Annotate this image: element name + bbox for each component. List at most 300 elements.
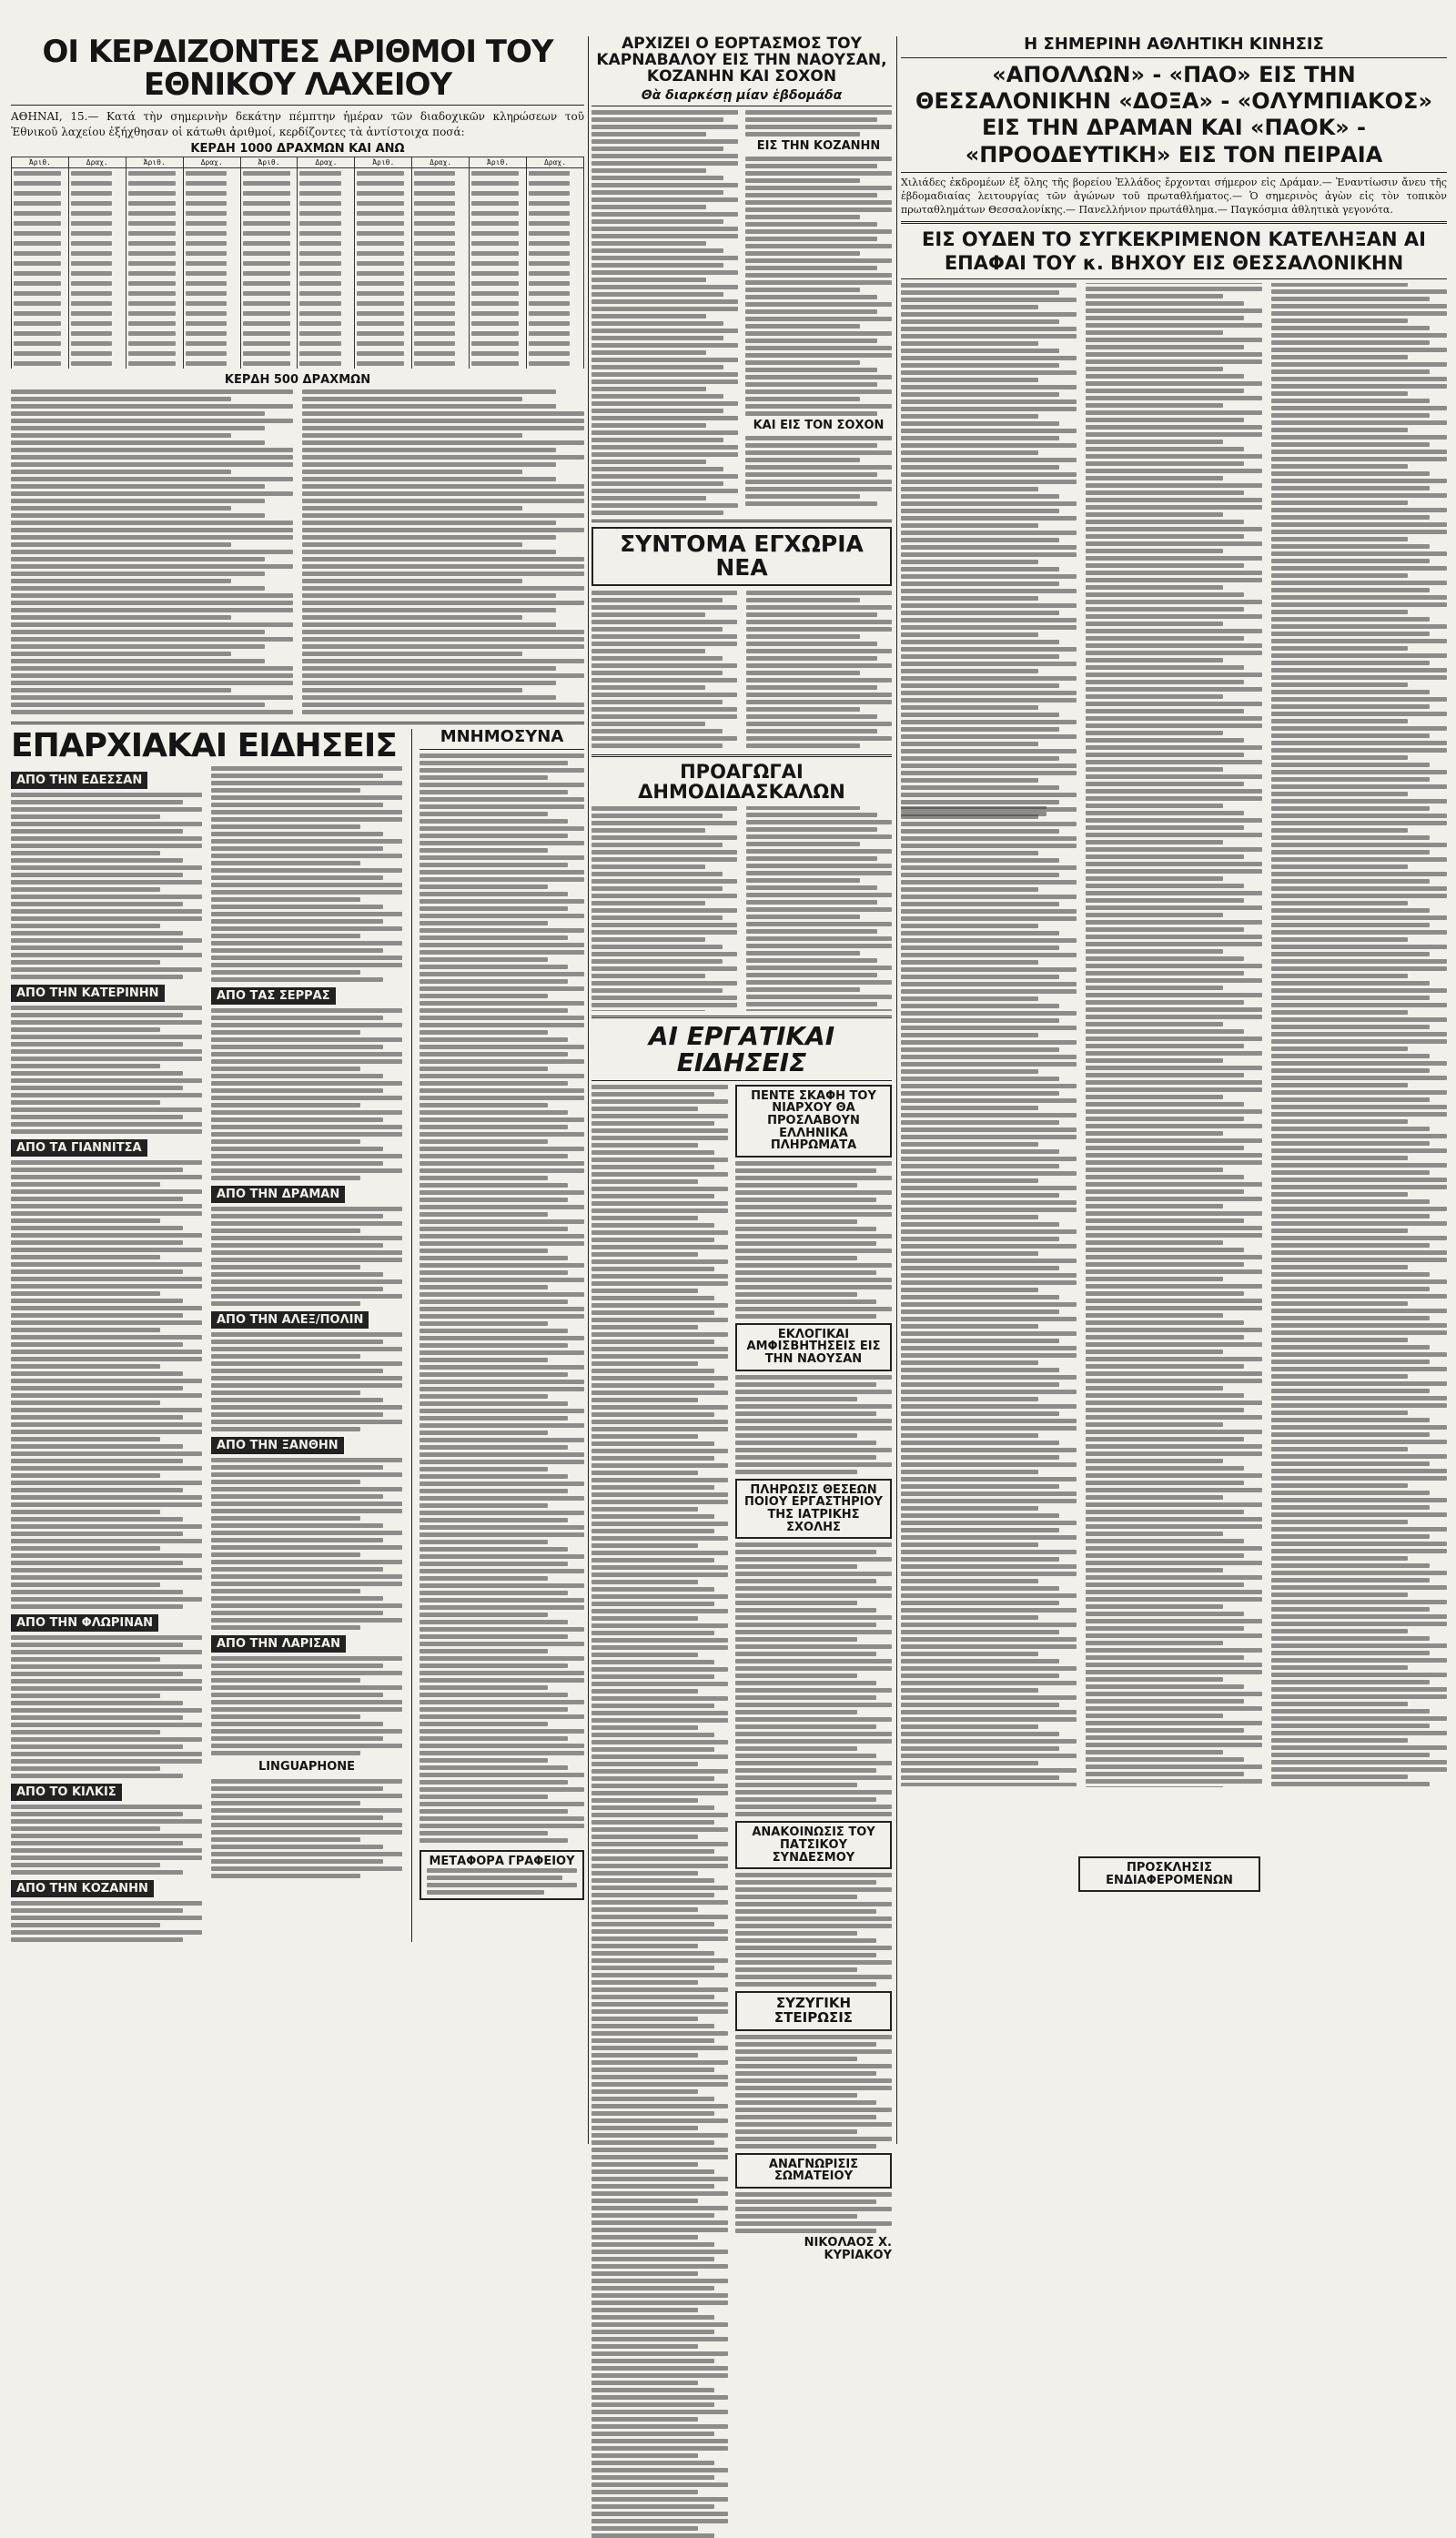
text-line	[14, 201, 61, 206]
text-line	[592, 1711, 728, 1715]
text-line	[1086, 1422, 1223, 1427]
text-line	[211, 1458, 402, 1462]
text-line	[71, 171, 112, 176]
text-line	[592, 416, 738, 420]
text-line	[901, 1317, 1077, 1321]
text-line	[1086, 1597, 1261, 1602]
text-line	[11, 1093, 202, 1097]
text-line	[735, 1739, 892, 1744]
text-line	[128, 171, 176, 176]
text-line	[302, 557, 584, 561]
text-line	[1271, 340, 1430, 345]
text-line	[302, 499, 584, 503]
text-line	[14, 241, 61, 246]
table-cell	[412, 248, 470, 258]
text-line	[592, 2097, 714, 2101]
text-line	[901, 589, 1077, 593]
text-line	[901, 1106, 1038, 1110]
text-line	[420, 1576, 548, 1581]
text-line	[420, 1350, 584, 1355]
table-row	[12, 268, 584, 278]
text-line	[414, 211, 455, 216]
text-line	[592, 2264, 728, 2269]
text-line	[420, 965, 568, 969]
text-line	[1086, 1036, 1261, 1041]
text-line	[211, 1751, 360, 1755]
text-line	[592, 821, 737, 825]
table-cell	[470, 208, 527, 218]
text-line	[1271, 894, 1447, 898]
text-line	[1086, 825, 1244, 830]
text-line	[1271, 319, 1409, 323]
table-cell	[240, 188, 298, 198]
text-line	[1271, 348, 1447, 352]
text-line	[592, 1740, 728, 1744]
text-line	[420, 1052, 568, 1057]
text-line	[420, 892, 568, 896]
text-line	[471, 301, 519, 306]
text-line	[420, 1278, 584, 1282]
text-line	[592, 1653, 698, 1657]
text-line	[745, 273, 892, 278]
text-line	[745, 397, 860, 401]
text-line	[11, 1657, 160, 1662]
text-line	[901, 1695, 1077, 1700]
text-line	[420, 1685, 548, 1690]
table-cell	[527, 359, 584, 369]
text-line	[901, 960, 1038, 965]
text-line	[11, 1481, 202, 1485]
text-line	[1086, 1342, 1261, 1347]
text-line	[901, 465, 1059, 470]
text-line	[901, 829, 1059, 834]
text-line	[1086, 1481, 1244, 1485]
table-header: Ἀριθ.	[240, 157, 298, 168]
text-line	[1086, 1677, 1223, 1682]
text-line	[1271, 1585, 1447, 1590]
text-line	[211, 1059, 402, 1064]
text-line	[735, 1975, 892, 1979]
text-line	[592, 2104, 728, 2108]
text-line	[1271, 442, 1430, 447]
text-line	[1086, 381, 1261, 386]
text-line	[746, 714, 877, 719]
text-line	[745, 501, 877, 506]
text-line	[211, 1700, 402, 1704]
text-line	[1271, 1105, 1447, 1109]
text-line	[746, 656, 877, 661]
text-line	[735, 1448, 892, 1452]
text-line	[11, 931, 183, 935]
text-line	[420, 1037, 568, 1042]
text-line	[901, 1309, 1059, 1314]
text-line	[745, 309, 877, 314]
short-news-headline: ΣΥΝΤΟΜΑ ΕΓΧΩΡΙΑ ΝΕΑ	[592, 527, 892, 586]
text-line	[11, 1379, 202, 1383]
text-line	[11, 1848, 202, 1853]
table-cell	[68, 339, 126, 349]
text-line	[901, 749, 1077, 753]
sports-notice-headline: ΠΡΟΣΚΛΗΣΙΣ ΕΝΔΙΑΦΕΡΟΜΕΝΩΝ	[1078, 1856, 1260, 1892]
text-line	[592, 2286, 714, 2290]
text-line	[901, 1608, 1077, 1613]
text-line	[1271, 1316, 1430, 1320]
text-line	[1271, 1578, 1430, 1582]
text-line	[901, 1098, 1077, 1103]
text-line	[1271, 675, 1447, 680]
text-line	[243, 341, 290, 346]
text-line	[302, 411, 584, 416]
text-line	[1086, 1655, 1244, 1660]
text-line	[1086, 796, 1261, 801]
section-subhead: ΑΠΟ ΤΑ ΓΙΑΝΝΙΤΣΑ	[11, 1139, 147, 1157]
text-line	[901, 1149, 1059, 1154]
text-line	[592, 1754, 728, 1759]
text-line	[11, 1328, 160, 1332]
text-line	[592, 2082, 728, 2087]
labor-box-union: ΑΝΑΚΟΙΝΩΣΙΣ ΤΟΥ ΠΑΤΣΙΚΟΥ ΣΥΝΔΕΣΜΟΥ	[735, 1821, 892, 1869]
text-line	[901, 916, 1077, 921]
text-line	[211, 1736, 383, 1741]
text-line	[71, 221, 112, 226]
table-header: Δραχ.	[298, 157, 355, 168]
text-line	[414, 321, 455, 326]
text-line	[1086, 505, 1261, 510]
text-line	[420, 1358, 548, 1362]
text-line	[745, 324, 860, 329]
text-line	[1271, 384, 1447, 389]
text-line	[746, 693, 892, 697]
text-line	[1271, 311, 1447, 316]
table-cell	[68, 188, 126, 198]
text-line	[901, 370, 1077, 375]
table-header: Ἀριθ.	[12, 157, 69, 168]
table-cell	[527, 329, 584, 339]
text-line	[1271, 814, 1447, 818]
text-line	[471, 221, 519, 226]
text-line	[592, 387, 706, 391]
text-line	[1086, 1204, 1223, 1208]
text-line	[11, 535, 293, 540]
text-line	[592, 1383, 714, 1388]
text-line	[592, 2271, 698, 2276]
text-line	[1271, 602, 1447, 607]
text-line	[211, 1794, 402, 1798]
table-cell	[412, 308, 470, 319]
text-line	[1271, 413, 1430, 418]
text-line	[1086, 578, 1261, 582]
text-line	[1086, 1648, 1261, 1653]
text-line	[1271, 471, 1430, 476]
text-line	[592, 2199, 698, 2203]
table-cell	[12, 319, 69, 329]
text-line	[1271, 399, 1430, 403]
text-line	[901, 880, 1077, 885]
text-line	[71, 251, 112, 256]
text-line	[11, 1459, 183, 1463]
text-line	[1086, 709, 1244, 713]
text-line	[901, 1499, 1077, 1503]
text-line	[592, 1376, 728, 1380]
text-line	[735, 1299, 876, 1304]
text-line	[1086, 745, 1261, 750]
text-line	[592, 2512, 728, 2516]
text-line	[592, 1529, 714, 1533]
text-line	[471, 261, 519, 266]
text-line	[11, 1350, 202, 1354]
text-line	[735, 2137, 892, 2141]
text-line	[1271, 1374, 1409, 1379]
text-line	[211, 1067, 360, 1071]
text-line	[735, 1916, 892, 1921]
text-line	[71, 181, 112, 186]
labor-box-medical: ΠΛΗΡΩΣΙΣ ΘΕΣΕΩΝ ΠΟΙΟΥ ΕΡΓΑΣΤΗΡΙΟΥ ΤΗΣ ΙΑΤΡΙΚΗΣ ΣΧΟΛΗΣ	[735, 1479, 892, 1540]
text-line	[211, 1168, 402, 1173]
text-line	[901, 800, 1059, 804]
text-line	[128, 271, 176, 276]
text-line	[735, 1873, 892, 1877]
text-line	[11, 1805, 202, 1809]
text-line	[746, 871, 892, 875]
text-line	[901, 1630, 1059, 1634]
text-line	[901, 1644, 1077, 1649]
text-line	[592, 2228, 728, 2232]
text-line	[211, 824, 360, 829]
text-line	[735, 1550, 876, 1554]
text-line	[420, 1314, 584, 1319]
text-line	[211, 1154, 402, 1158]
text-line	[302, 426, 584, 430]
text-line	[211, 1369, 383, 1373]
text-line	[592, 1638, 728, 1643]
text-line	[1271, 1054, 1430, 1058]
text-line	[1271, 763, 1430, 767]
table-cell	[12, 278, 69, 288]
text-line	[1271, 1279, 1447, 1284]
text-line	[243, 331, 290, 336]
text-line	[1086, 876, 1223, 881]
text-line	[745, 200, 892, 205]
text-line	[592, 511, 723, 515]
text-line	[11, 822, 202, 826]
text-line	[186, 251, 227, 256]
text-line	[901, 982, 1077, 986]
text-line	[186, 311, 227, 316]
text-line	[735, 1746, 857, 1751]
text-line	[302, 681, 556, 685]
text-line	[11, 455, 293, 460]
text-line	[11, 1715, 183, 1720]
text-line	[1271, 544, 1430, 549]
text-line	[592, 1296, 714, 1300]
text-line	[1271, 996, 1430, 1000]
text-line	[1086, 541, 1261, 546]
text-line	[1086, 607, 1244, 612]
text-line	[746, 685, 877, 690]
text-line	[592, 1645, 728, 1650]
text-line	[11, 389, 293, 394]
text-line	[592, 1958, 728, 1963]
text-line	[11, 1672, 183, 1676]
text-line	[1086, 1532, 1223, 1536]
text-line	[11, 528, 293, 532]
text-line	[1086, 1466, 1244, 1471]
text-line	[420, 1227, 568, 1231]
text-line	[211, 774, 383, 778]
text-line	[243, 321, 290, 326]
text-line	[11, 1042, 183, 1047]
text-line	[1086, 1612, 1244, 1616]
text-line	[11, 1415, 183, 1420]
table-header: Δραχ.	[183, 157, 240, 168]
text-line	[901, 385, 1077, 389]
text-line	[901, 1659, 1059, 1663]
text-line	[592, 299, 738, 304]
text-line	[735, 1637, 857, 1642]
text-line	[211, 1852, 402, 1856]
text-line	[901, 1462, 1077, 1467]
text-line	[1271, 1185, 1447, 1189]
text-line	[1086, 1197, 1261, 1201]
text-line	[735, 1579, 876, 1583]
text-line	[735, 1205, 892, 1209]
text-line	[357, 361, 404, 366]
text-line	[592, 649, 705, 653]
table-cell	[12, 359, 69, 369]
table-cell	[298, 278, 355, 288]
text-line	[11, 1168, 183, 1172]
text-line	[592, 2432, 714, 2436]
text-line	[745, 132, 860, 137]
text-line	[901, 618, 1077, 622]
text-line	[11, 895, 202, 899]
teachers-body	[592, 806, 892, 1011]
table-cell	[298, 258, 355, 268]
text-line	[1271, 886, 1447, 891]
table-header: Δραχ.	[527, 157, 584, 168]
text-line	[592, 256, 738, 260]
text-line	[592, 1259, 728, 1264]
text-line	[592, 1361, 698, 1366]
text-line	[1086, 418, 1244, 422]
text-line	[11, 1218, 160, 1223]
text-line	[592, 2388, 714, 2392]
text-line	[302, 455, 584, 460]
text-line	[302, 644, 584, 649]
table-row	[12, 198, 584, 208]
text-line	[1086, 731, 1223, 735]
text-line	[1271, 406, 1447, 410]
text-line	[14, 341, 61, 346]
text-line	[1271, 1309, 1447, 1313]
text-line	[592, 736, 737, 741]
text-line	[211, 1074, 383, 1078]
text-line	[420, 1299, 568, 1304]
text-line	[1271, 632, 1430, 636]
text-line	[420, 1183, 568, 1188]
text-line	[11, 1122, 202, 1127]
text-line	[1086, 1109, 1261, 1114]
text-line	[211, 1147, 383, 1151]
text-line	[1086, 1553, 1244, 1558]
text-line	[901, 1703, 1059, 1707]
section-subhead: ΑΠΟ ΤΟ ΚΙΛΚΙΣ	[11, 1784, 122, 1801]
text-line	[1086, 1189, 1244, 1194]
text-line	[1271, 719, 1409, 723]
text-line	[1086, 651, 1261, 655]
text-line	[901, 1426, 1077, 1431]
text-line	[735, 1724, 876, 1729]
text-line	[1271, 1396, 1447, 1400]
text-line	[735, 1946, 892, 1950]
text-line	[211, 1207, 402, 1211]
text-line	[11, 1759, 202, 1764]
text-line	[1271, 1236, 1447, 1240]
text-line	[420, 753, 584, 758]
text-line	[746, 951, 860, 956]
text-line	[243, 251, 290, 256]
text-line	[592, 1791, 728, 1795]
text-line	[1086, 956, 1244, 961]
text-line	[592, 460, 706, 464]
text-line	[901, 1069, 1038, 1074]
text-line	[420, 1074, 584, 1078]
text-line	[592, 2017, 698, 2021]
text-line	[11, 695, 293, 700]
text-line	[243, 231, 290, 236]
text-line	[1086, 1291, 1244, 1296]
text-line	[901, 1768, 1077, 1773]
text-line	[529, 321, 570, 326]
text-line	[592, 1565, 728, 1570]
text-line	[1086, 425, 1261, 430]
text-line	[735, 1557, 892, 1562]
text-line	[592, 835, 737, 840]
text-line	[745, 288, 860, 292]
text-line	[901, 1652, 1038, 1656]
text-line	[471, 331, 519, 336]
text-line	[1086, 447, 1244, 451]
table-cell	[527, 288, 584, 298]
table-cell	[12, 329, 69, 339]
text-line	[11, 1510, 160, 1514]
text-line	[745, 110, 892, 115]
text-line	[592, 2024, 714, 2028]
table-cell	[12, 268, 69, 278]
text-line	[211, 1405, 402, 1410]
text-line	[592, 1900, 728, 1905]
text-line	[746, 958, 877, 963]
text-line	[1271, 1651, 1430, 1655]
text-line	[128, 321, 176, 326]
text-line	[901, 436, 1059, 440]
text-line	[11, 1226, 183, 1230]
text-line	[592, 110, 738, 115]
text-line	[592, 1514, 714, 1519]
text-line	[11, 491, 293, 496]
text-line	[11, 499, 265, 503]
table-cell	[298, 308, 355, 319]
text-line	[211, 1618, 402, 1623]
text-line	[1271, 1294, 1447, 1299]
text-line	[1086, 1248, 1244, 1252]
article-text	[11, 793, 202, 979]
table-cell	[298, 198, 355, 208]
text-line	[186, 231, 227, 236]
text-line	[1086, 571, 1261, 575]
text-line	[735, 1256, 857, 1260]
text-line	[1271, 493, 1447, 498]
